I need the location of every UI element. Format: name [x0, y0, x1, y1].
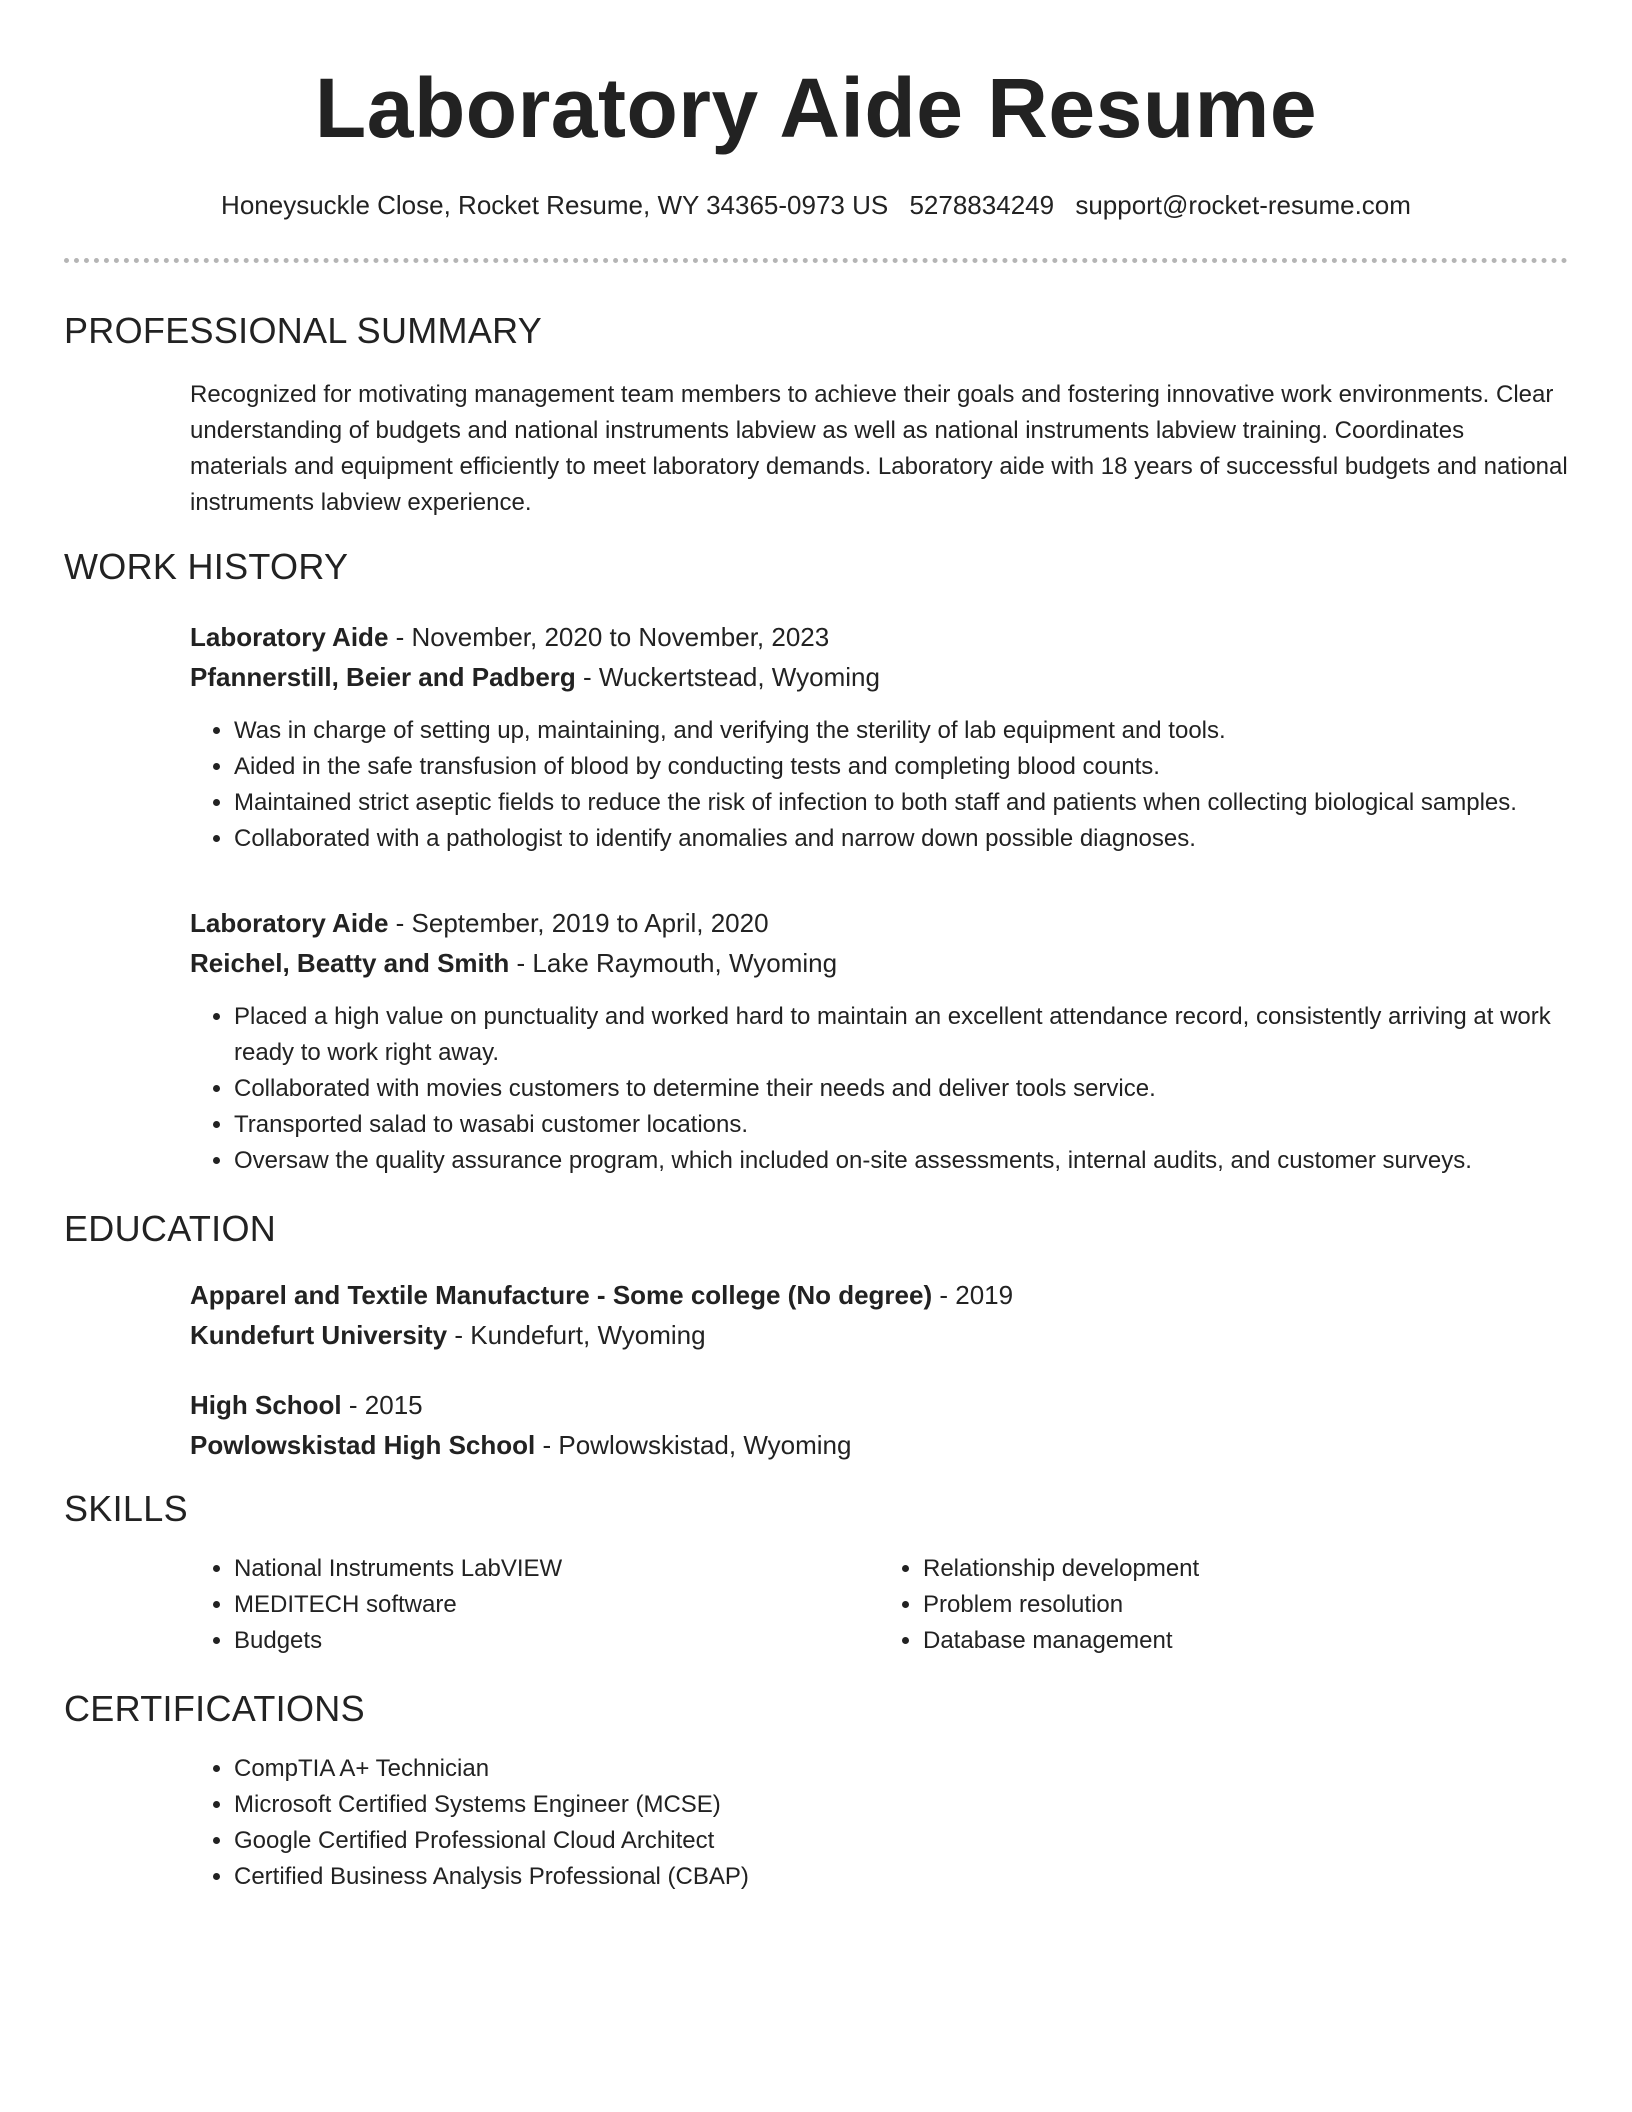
skill-item: • Relationship development [923, 1551, 1568, 1587]
job-title-line [190, 903, 1568, 943]
work-history-list [190, 617, 1568, 1179]
education-location: - Powlowskistad, Wyoming [535, 1430, 852, 1460]
skill-item: • MEDITECH software [234, 1587, 879, 1623]
education-degree: High School [190, 1390, 342, 1420]
contact-email: support@rocket-resume.com [1075, 190, 1411, 220]
skills-column-right [879, 1551, 1568, 1659]
summary-heading: PROFESSIONAL SUMMARY [64, 310, 543, 351]
certification-item: • Microsoft Certified Systems Engineer (MCSE) [234, 1787, 1568, 1823]
education-list [190, 1275, 1568, 1465]
skill-item: • Budgets [234, 1623, 879, 1659]
job-company: Pfannerstill, Beier and Padberg [190, 662, 576, 692]
education-school: Kundefurt University [190, 1320, 448, 1350]
header-divider [64, 258, 1568, 263]
certification-item: • CompTIA A+ Technician [234, 1751, 1568, 1787]
list-item: • Oversaw the quality assurance program, which included on-site assessments, internal audits, and customer surveys. [234, 1143, 1568, 1179]
job-location: - Lake Raymouth, Wyoming [509, 948, 838, 978]
job-company-line [190, 657, 1568, 697]
education-entry [190, 1275, 1568, 1355]
certifications-heading: CERTIFICATIONS [64, 1688, 365, 1729]
list-item: • Aided in the safe transfusion of blood by conducting tests and completing blood counts. [234, 749, 1568, 785]
skills-heading: SKILLS [64, 1488, 188, 1529]
work-history-heading: WORK HISTORY [64, 546, 349, 587]
certifications-items [190, 1751, 1568, 1895]
list-item: • Placed a high value on punctuality and worked hard to maintain an excellent attendance record, consistently arriving at work ready to work right away. [234, 999, 1568, 1071]
job-duties [190, 713, 1568, 857]
job-title: Laboratory Aide [190, 622, 389, 652]
summary-text: Recognized for motivating management team members to achieve their goals and fostering innovative work environments. Clear understanding of budgets and national instruments labview as well as national instruments labview training. Coordinates materials and equipment efficiently to meet laboratory demands. Laboratory aide with 18 years of successful budgets and national instruments labview experience. [190, 381, 1568, 516]
contact-phone: 5278834249 [909, 190, 1055, 220]
job-company: Reichel, Beatty and Smith [190, 948, 510, 978]
skill-item: • Database management [923, 1623, 1568, 1659]
education-entry [190, 1385, 1568, 1465]
job-company-line [190, 943, 1568, 983]
education-degree: Apparel and Textile Manufacture - Some college (No degree) [190, 1280, 933, 1310]
education-school-line [190, 1425, 1568, 1465]
job-duties [190, 999, 1568, 1179]
certification-item: • Google Certified Professional Cloud Architect [234, 1823, 1568, 1859]
job-dates: - September, 2019 to April, 2020 [388, 908, 769, 938]
certification-item: • Certified Business Analysis Professional (CBAP) [234, 1859, 1568, 1895]
list-item: • Was in charge of setting up, maintaining, and verifying the sterility of lab equipment and tools. [234, 713, 1568, 749]
skills-grid [190, 1551, 1568, 1659]
list-item: • Collaborated with movies customers to determine their needs and deliver tools service. [234, 1071, 1568, 1107]
list-item: • Collaborated with a pathologist to identify anomalies and narrow down possible diagnoses. [234, 821, 1568, 857]
job-title-line [190, 617, 1568, 657]
education-location: - Kundefurt, Wyoming [447, 1320, 706, 1350]
job-entry [190, 617, 1568, 857]
education-degree-line [190, 1275, 1568, 1315]
list-item: • Transported salad to wasabi customer locations. [234, 1107, 1568, 1143]
list-item: • Maintained strict aseptic fields to reduce the risk of infection to both staff and patients when collecting biological samples. [234, 785, 1568, 821]
resume-title: Laboratory Aide Resume [314, 61, 1318, 155]
contact-line [64, 188, 1568, 222]
certifications-list [190, 1751, 1568, 1895]
education-school-line [190, 1315, 1568, 1355]
education-degree-line [190, 1385, 1568, 1425]
education-year: - 2019 [932, 1280, 1014, 1310]
job-dates: - November, 2020 to November, 2023 [388, 622, 830, 652]
education-year: - 2015 [341, 1390, 423, 1420]
contact-address: Honeysuckle Close, Rocket Resume, WY 34365-0973 US [221, 190, 889, 220]
job-title: Laboratory Aide [190, 908, 389, 938]
skill-item: • National Instruments LabVIEW [234, 1551, 879, 1587]
job-entry [190, 903, 1568, 1179]
skills-column-left [190, 1551, 879, 1659]
education-heading: EDUCATION [64, 1208, 277, 1249]
education-school: Powlowskistad High School [190, 1430, 536, 1460]
job-location: - Wuckertstead, Wyoming [575, 662, 880, 692]
skill-item: • Problem resolution [923, 1587, 1568, 1623]
